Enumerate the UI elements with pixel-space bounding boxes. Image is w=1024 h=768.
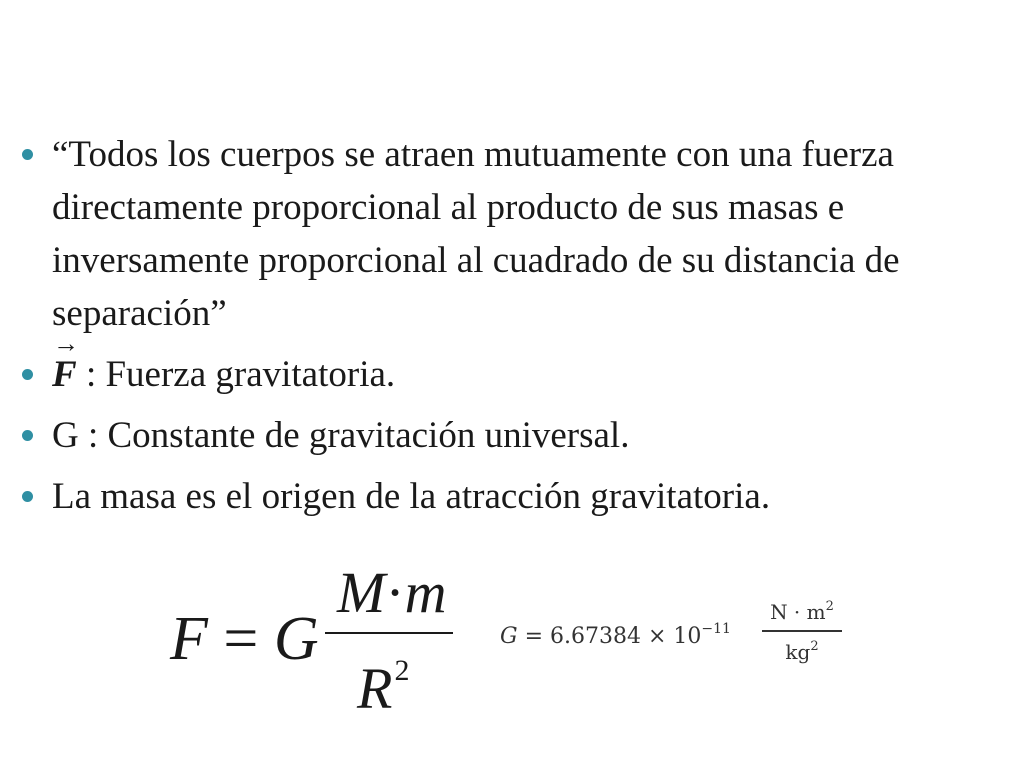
bullet-force-definition — [22, 329, 1012, 401]
formula-lhs — [170, 604, 319, 674]
bullet-dot-icon — [22, 149, 33, 160]
bullet-dot-icon — [22, 369, 33, 380]
formula-M: M — [337, 560, 386, 625]
formula-fraction — [325, 560, 455, 720]
force-vector-symbol — [52, 329, 79, 401]
g-definition-text: G : Constante de gravitación universal. — [52, 415, 630, 456]
vector-arrow-icon: → — [53, 329, 79, 358]
formula-m: m — [404, 560, 447, 625]
g-constant-number: = 6.67384 × 10 — [517, 624, 702, 649]
bullet-law-statement — [22, 128, 1012, 340]
formula-numerator — [337, 560, 447, 626]
formula-denominator — [357, 638, 409, 722]
formula-F: F — [170, 605, 208, 673]
g-constant-formula — [500, 590, 860, 670]
force-symbol: F — [52, 354, 77, 395]
fraction-bar — [325, 632, 453, 634]
formula-R: R — [357, 656, 393, 721]
units-denominator-text: kg — [785, 640, 811, 664]
units-numerator — [762, 594, 842, 625]
units-numerator-exponent: 2 — [825, 599, 834, 614]
bullet-g-definition — [22, 409, 1012, 462]
units-denominator — [762, 634, 842, 665]
bullet-mass-origin — [22, 470, 1012, 523]
g-constant-symbol: G — [500, 624, 518, 649]
formula-G: G — [273, 605, 319, 673]
g-constant-exponent: −11 — [701, 621, 731, 637]
units-denominator-exponent: 2 — [810, 639, 819, 654]
g-constant-units — [762, 590, 842, 670]
units-numerator-text: N · m — [770, 600, 826, 624]
gravitation-formula — [170, 560, 470, 720]
formula-equals: = — [207, 605, 274, 673]
bullet-dot-icon — [22, 491, 33, 502]
formula-dot: · — [385, 560, 405, 625]
units-fraction-bar — [762, 630, 842, 632]
mass-origin-text: La masa es el origen de la atracción gravitatoria. — [52, 476, 771, 517]
force-definition-text: : Fuerza gravitatoria. — [76, 354, 396, 395]
law-statement-text: “Todos los cuerpos se atraen mutuamente con una fuerza directamente proporcional al producto de sus masas e inversamente proporcional al cuadrado de su distancia de separación” — [52, 134, 900, 334]
formula-R-exponent: 2 — [394, 654, 410, 687]
bullet-dot-icon — [22, 430, 33, 441]
g-constant-value — [500, 614, 731, 652]
bullet-list — [22, 128, 1012, 523]
